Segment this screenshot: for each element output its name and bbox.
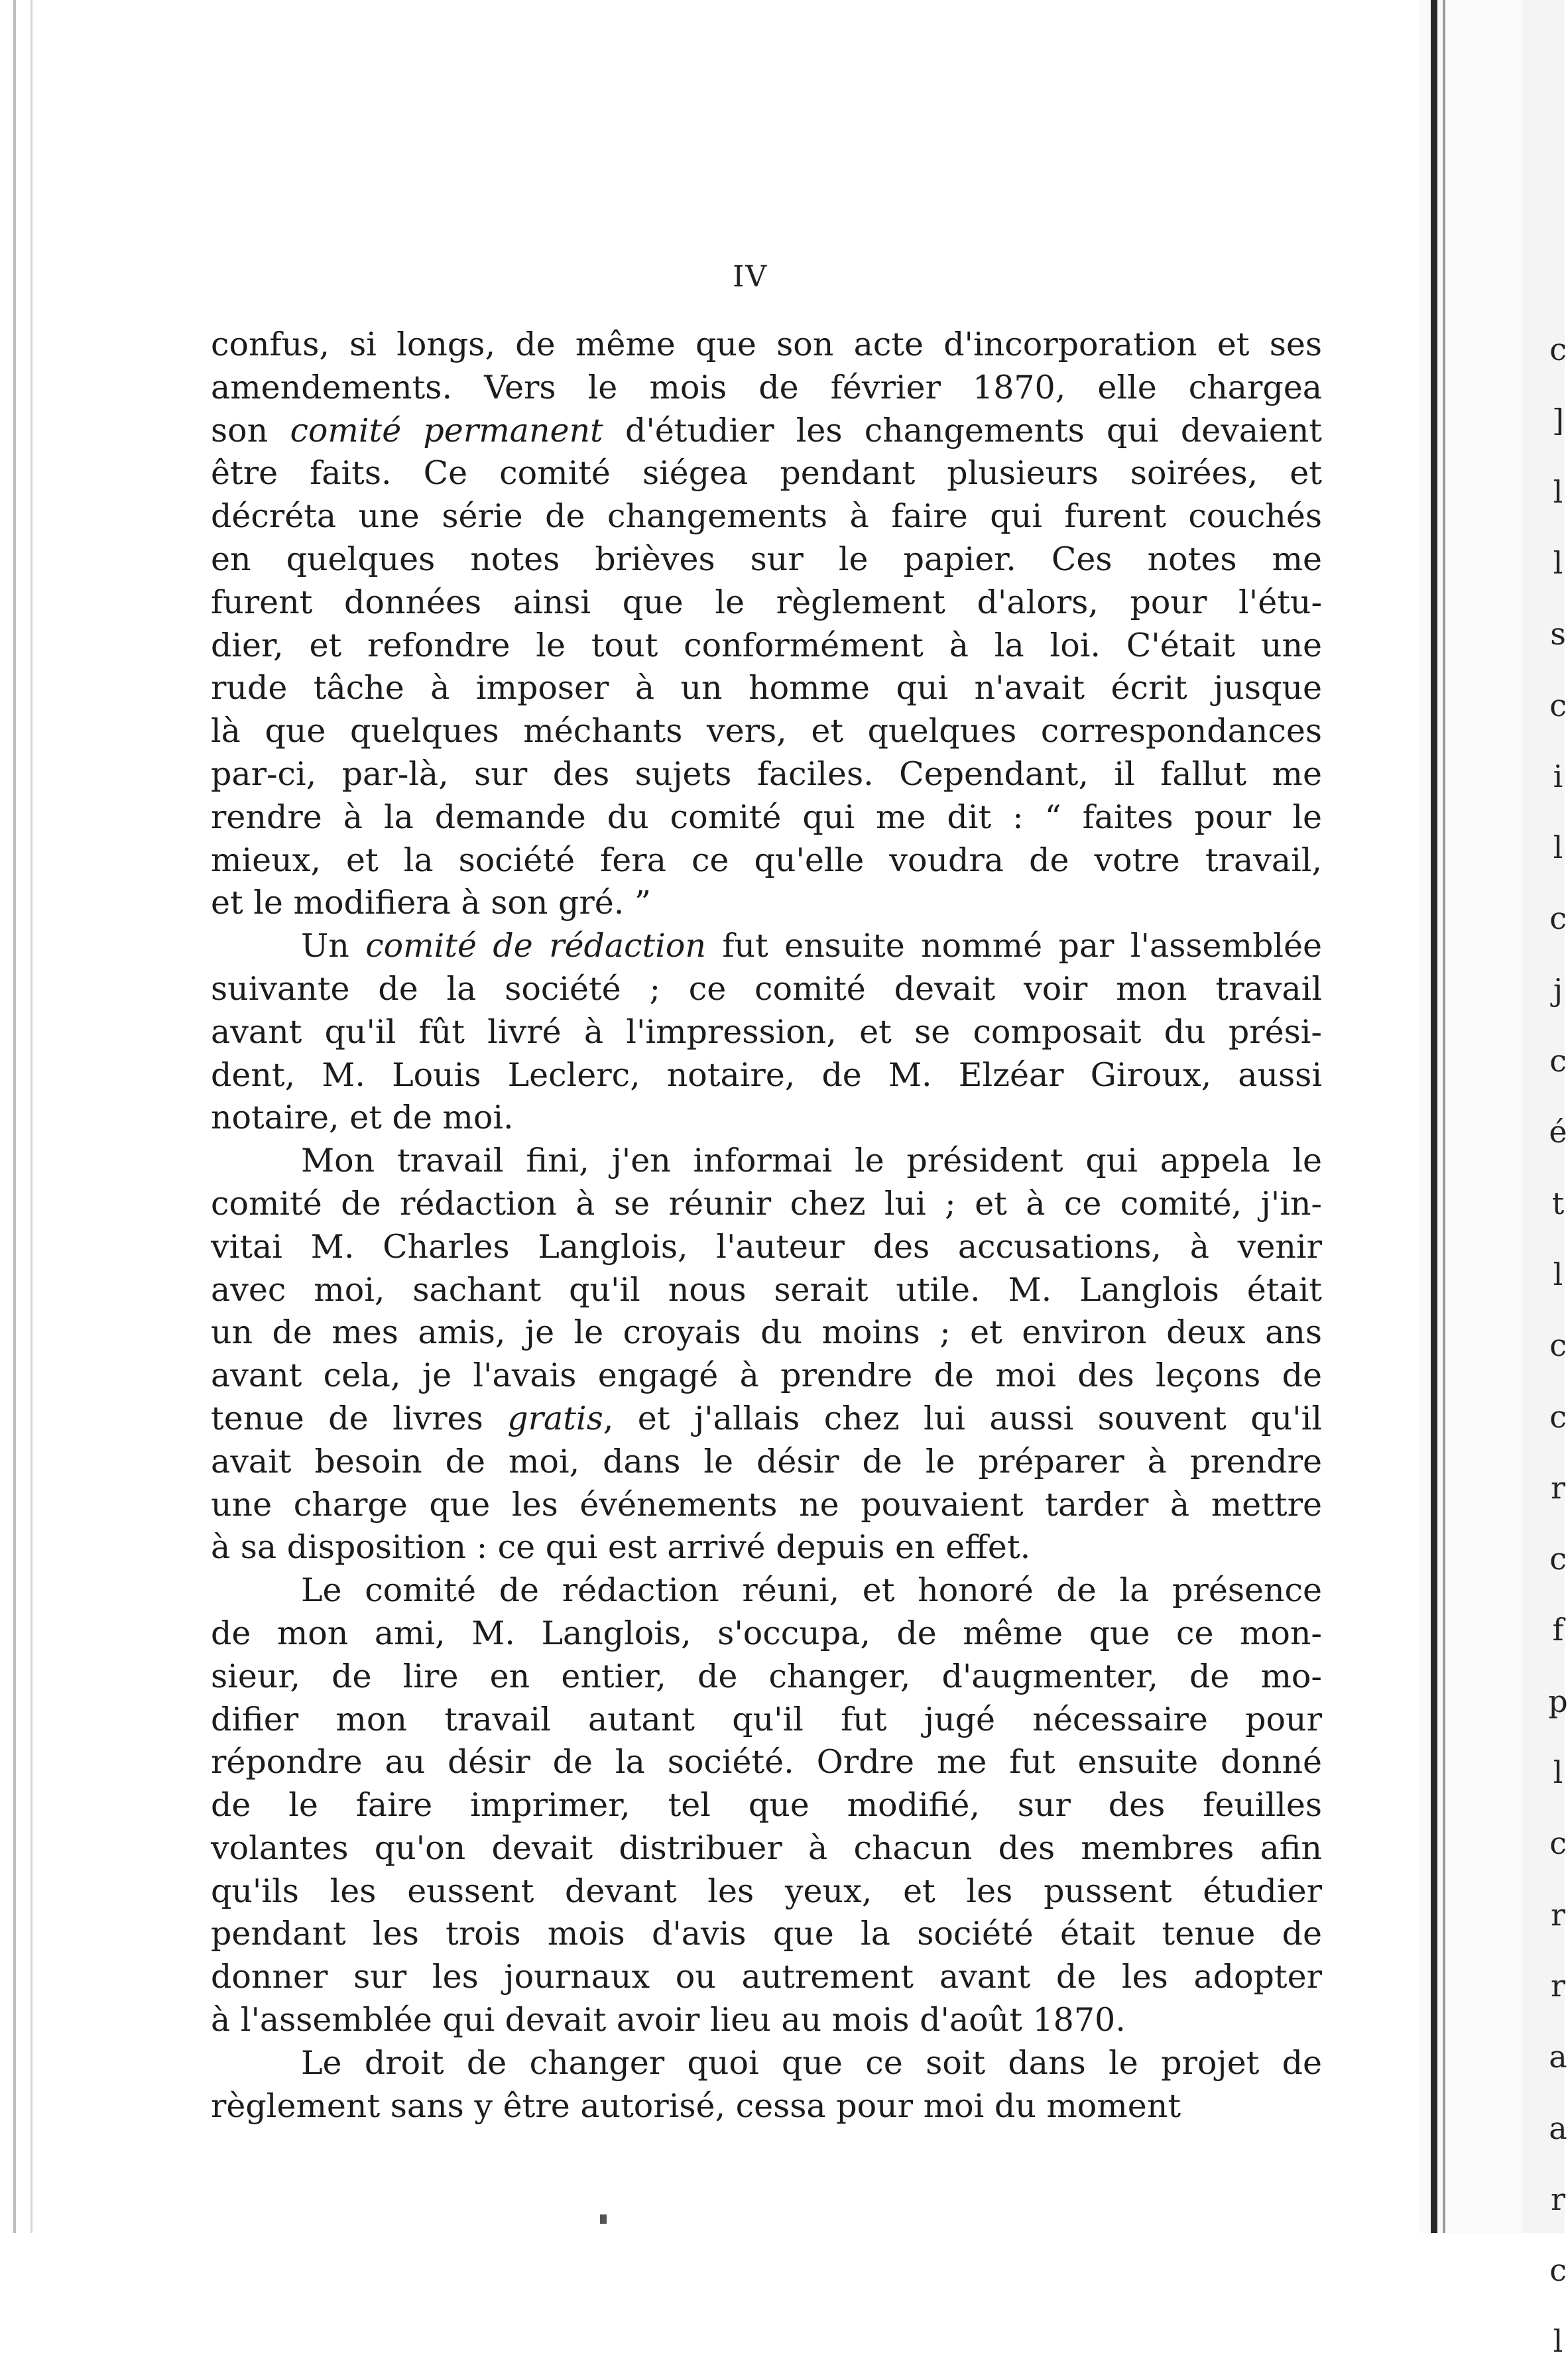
margin-fragment: f: [1552, 1612, 1564, 1648]
margin-fragment: ]: [1552, 402, 1564, 439]
text-line: qu'ils les eussent devant les yeux, et les pussent étudier: [211, 1872, 1322, 1910]
text-line: furent données ainsi que le règlement d'alors, pour l'étu-: [211, 583, 1322, 621]
margin-fragment: r: [1551, 1896, 1565, 1933]
text-line: Le comité de rédaction réuni, et honoré de la présence: [301, 1571, 1322, 1610]
margin-fragment: c: [1549, 1327, 1567, 1364]
margin-fragment: c: [1549, 332, 1567, 367]
text-line: dent, M. Louis Leclerc, notaire, de M. Elzéar Giroux, aussi: [211, 1056, 1322, 1094]
text-line: règlement sans y être autorisé, cessa pour moi du moment: [211, 2087, 1181, 2125]
margin-fragment: é: [1549, 1114, 1567, 1150]
page-binding-edge-shadow: [1443, 0, 1445, 2233]
text-line: suivante de la société ; ce comité devait voir mon travail: [211, 969, 1322, 1008]
margin-fragment: c: [1549, 1043, 1567, 1079]
margin-fragment: a: [1549, 2110, 1567, 2146]
margin-fragment: c: [1549, 1825, 1567, 1862]
text-line: volantes qu'on devait distribuer à chacun des membres afin: [211, 1829, 1322, 1867]
text-line: avec moi, sachant qu'il nous serait utile. M. Langlois était: [211, 1270, 1322, 1309]
bottom-scan-mark: [600, 2214, 607, 2224]
text-line: tenue de livres gratis, et j'allais chez lui aussi souvent qu'il: [211, 1399, 1322, 1437]
margin-fragment: p: [1548, 1683, 1568, 1719]
text-line: amendements. Vers le mois de février 1870, elle chargea: [211, 368, 1322, 406]
left-page-edge: [13, 0, 16, 2233]
margin-fragment: a: [1549, 2039, 1567, 2075]
text-line: difier mon travail autant qu'il fut jugé nécessaire pour: [211, 1700, 1322, 1738]
margin-fragment: l: [1553, 2323, 1563, 2359]
text-line: son comité permanent d'étudier les changements qui devaient: [211, 411, 1322, 450]
margin-fragment: i: [1553, 758, 1563, 794]
text-line: là que quelques méchants vers, et quelques correspondances: [211, 712, 1322, 751]
text-line: comité de rédaction à se réunir chez lui ; et à ce comité, j'in-: [211, 1184, 1322, 1223]
margin-fragment: l: [1553, 1256, 1563, 1292]
margin-fragment: l: [1553, 829, 1563, 866]
margin-fragment: c: [1549, 687, 1567, 723]
margin-fragment: c: [1549, 900, 1567, 937]
margin-fragment: c: [1549, 1398, 1567, 1435]
body-text: [211, 324, 1322, 2128]
page-number: IV: [733, 260, 768, 294]
margin-fragment: l: [1553, 473, 1563, 510]
text-line: Un comité de rédaction fut ensuite nommé par l'assemblée: [301, 927, 1322, 965]
margin-fragment: r: [1551, 2181, 1565, 2217]
text-line: de mon ami, M. Langlois, s'occupa, de même que ce mon-: [211, 1614, 1322, 1652]
left-page-edge-inner: [30, 0, 32, 2233]
text-line: être faits. Ce comité siégea pendant plusieurs soirées, et: [211, 454, 1322, 493]
text-line: un de mes amis, je le croyais du moins ; et environ deux ans: [211, 1313, 1322, 1352]
margin-fragment: c: [1549, 1541, 1567, 1577]
text-line: confus, si longs, de même que son acte d'incorporation et ses: [211, 326, 1322, 363]
text-line: par-ci, par-là, sur des sujets faciles. Cependant, il fallut me: [211, 755, 1322, 793]
text-line: vitai M. Charles Langlois, l'auteur des accusations, à venir: [211, 1227, 1322, 1266]
text-line: mieux, et la société fera ce qu'elle voudra de votre travail,: [211, 841, 1322, 879]
text-line: Mon travail fini, j'en informai le président qui appela le: [301, 1142, 1322, 1180]
margin-fragment: l: [1553, 1754, 1563, 1790]
text-line: avait besoin de moi, dans le désir de le préparer à prendre: [211, 1442, 1322, 1481]
text-line: notaire, et de moi.: [211, 1099, 514, 1137]
margin-fragment: j: [1553, 971, 1563, 1008]
text-line: décréta une série de changements à faire qui furent couchés: [211, 497, 1322, 536]
text-line: pendant les trois mois d'avis que la société était tenue de: [211, 1915, 1322, 1953]
margin-fragment: r: [1551, 1469, 1565, 1506]
margin-fragment: c: [1549, 2252, 1567, 2289]
text-line: Le droit de changer quoi que ce soit dans le projet de: [301, 2043, 1322, 2082]
text-line: à sa disposition : ce qui est arrivé depuis en effet.: [211, 1528, 1031, 1567]
margin-fragment: t: [1551, 1185, 1565, 1221]
text-line: dier, et refondre le tout conformément à la loi. C'était une: [211, 626, 1322, 664]
text-line: répondre au désir de la société. Ordre me fut ensuite donné: [211, 1743, 1322, 1782]
margin-fragment: s: [1550, 616, 1566, 652]
text-line: en quelques notes brièves sur le papier. Ces notes me: [211, 540, 1322, 578]
text-line: donner sur les journaux ou autrement avant de les adopter: [211, 1958, 1322, 1996]
margin-fragment: r: [1551, 1967, 1565, 2004]
margin-fragment: l: [1553, 544, 1563, 581]
text-line: avant cela, je l'avais engagé à prendre de moi des leçons de: [211, 1357, 1322, 1395]
text-line: à l'assemblée qui devait avoir lieu au mois d'août 1870.: [211, 2001, 1126, 2039]
page-binding-edge: [1431, 0, 1437, 2233]
text-line: sieur, de lire en entier, de changer, d'augmenter, de mo-: [211, 1657, 1322, 1695]
text-line: une charge que les événements ne pouvaient tarder à mettre: [211, 1485, 1322, 1524]
text-line: et le modifiera à son gré. ”: [211, 884, 651, 922]
text-line: rendre à la demande du comité qui me dit : “ faites pour le: [211, 798, 1322, 836]
text-line: avant qu'il fût livré à l'impression, et se composait du prési-: [211, 1012, 1322, 1051]
text-line: de le faire imprimer, tel que modifié, sur des feuilles: [211, 1786, 1322, 1825]
text-line: rude tâche à imposer à un homme qui n'avait écrit jusque: [211, 669, 1322, 707]
